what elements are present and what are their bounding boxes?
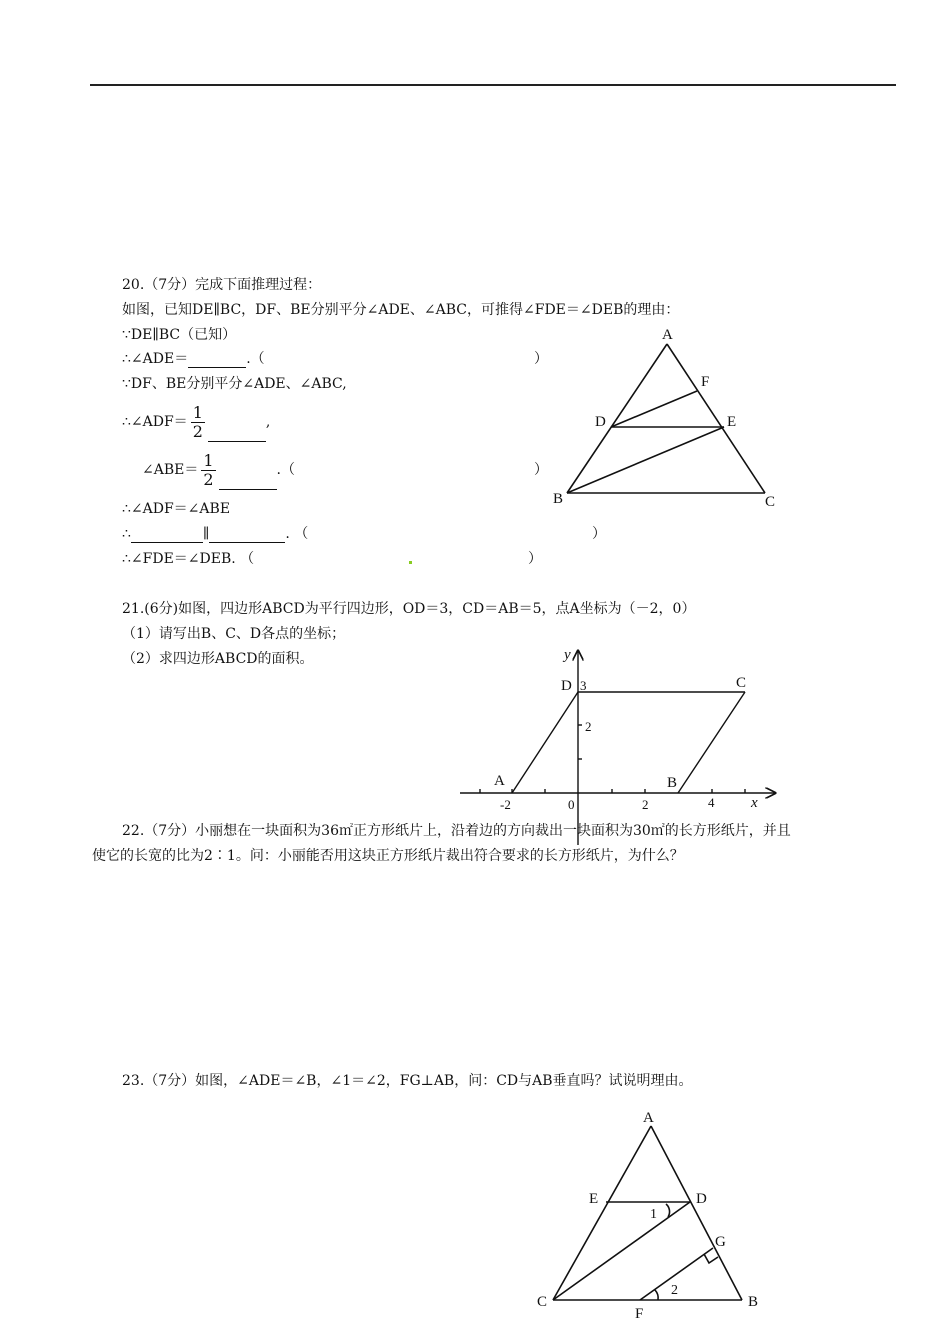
q20-line-6: ∴∠ADF＝∠ABE bbox=[122, 501, 231, 517]
x-axis-label: x bbox=[751, 795, 758, 811]
y-axis-label: y bbox=[564, 647, 571, 663]
q20-line-7-post: . （ bbox=[285, 526, 309, 542]
q20-line-2-pre: ∴∠ADE＝ bbox=[122, 351, 189, 367]
q21-part-2: （2）求四边形ABCD的面积。 bbox=[122, 651, 314, 667]
q20-title: 20.（7分）完成下面推理过程： bbox=[122, 277, 322, 293]
label-c: C bbox=[736, 675, 747, 691]
label-d: D bbox=[595, 414, 606, 430]
label-e: E bbox=[727, 414, 737, 430]
angle-2-arc bbox=[655, 1290, 658, 1300]
q20-line-4-post: , bbox=[265, 414, 271, 430]
label-f: F bbox=[635, 1306, 644, 1322]
tick-label-neg2: -2 bbox=[500, 797, 511, 812]
q20-line-7-mid: ∥ bbox=[202, 526, 210, 542]
label-c: C bbox=[537, 1294, 548, 1310]
q20-line-8: ∴∠FDE＝∠DEB. （ bbox=[122, 551, 255, 567]
right-angle-mark bbox=[704, 1254, 718, 1263]
angle-1-arc bbox=[666, 1204, 670, 1217]
label-c: C bbox=[765, 494, 776, 510]
q20-line-1: ∵DE∥BC（已知） bbox=[122, 327, 237, 343]
q21-part-1: （1）请写出B、C、D各点的坐标； bbox=[122, 626, 346, 642]
tick-label-0: 0 bbox=[568, 797, 575, 812]
label-e: E bbox=[589, 1191, 599, 1207]
q20-line-4-pre: ∴∠ADF＝ bbox=[122, 414, 188, 430]
tick-label-2-x: 2 bbox=[642, 797, 649, 812]
label-d: D bbox=[696, 1191, 707, 1207]
label-g: G bbox=[715, 1234, 726, 1250]
tick-label-4: 4 bbox=[708, 795, 715, 810]
tick-label-2-y: 2 bbox=[585, 719, 592, 734]
label-b: B bbox=[667, 775, 678, 791]
q22-line-1: 22.（7分）小丽想在一块面积为36㎡正方形纸片上，沿着边的方向裁出一块面积为30㎡的长方形纸片，并且 bbox=[122, 823, 791, 839]
q21-title: 21.(6分)如图，四边形ABCD为平行四边形，OD＝3，CD＝AB＝5，点A坐标为（－2，0） bbox=[122, 601, 696, 617]
q20-line-8-close: ） bbox=[528, 551, 542, 567]
angle-label-1: 1 bbox=[650, 1207, 657, 1222]
q20-line-2-post: .（ bbox=[246, 351, 265, 367]
q20-line-3: ∵DF、BE分别平分∠ADE、∠ABC, bbox=[122, 376, 347, 392]
q23-title: 23.（7分）如图，∠ADE＝∠B，∠1＝∠2，FG⊥AB，问：CD与AB垂直吗？试说明理由。 bbox=[122, 1073, 693, 1089]
q20-line-7-pre: ∴ bbox=[122, 526, 131, 542]
label-a: A bbox=[662, 327, 673, 343]
q20-line-5-post: .（ bbox=[276, 462, 295, 478]
q22-line-2: 使它的长宽的比为2∶1。问：小丽能否用这块正方形纸片裁出符合要求的长方形纸片，为什么？ bbox=[92, 848, 684, 864]
segment-ab bbox=[651, 1126, 742, 1300]
label-f: F bbox=[701, 374, 710, 390]
q20-line-7-close: ） bbox=[592, 526, 606, 542]
label-a: A bbox=[643, 1110, 654, 1126]
q20-intro: 如图，已知DE∥BC，DF、BE分别平分∠ADE、∠ABC，可推得∠FDE＝∠DEB的理由： bbox=[122, 302, 680, 318]
label-b: B bbox=[748, 1294, 759, 1310]
label-a: A bbox=[494, 773, 505, 789]
label-b: B bbox=[553, 491, 564, 507]
angle-label-2: 2 bbox=[671, 1283, 678, 1298]
q20-line-5-close: ） bbox=[534, 462, 548, 478]
q20-line-5-pre: ∠ABE＝ bbox=[142, 462, 199, 478]
fraction-half: $\frac{1}{2}$ bbox=[203, 450, 214, 489]
segment-ac bbox=[553, 1126, 651, 1300]
q20-line-2-close: ） bbox=[534, 351, 548, 367]
segment-cd bbox=[553, 1202, 690, 1300]
fraction-half: $\frac{1}{2}$ bbox=[192, 402, 203, 441]
label-d: D bbox=[561, 678, 572, 694]
tick-label-3: 3 bbox=[580, 678, 587, 693]
